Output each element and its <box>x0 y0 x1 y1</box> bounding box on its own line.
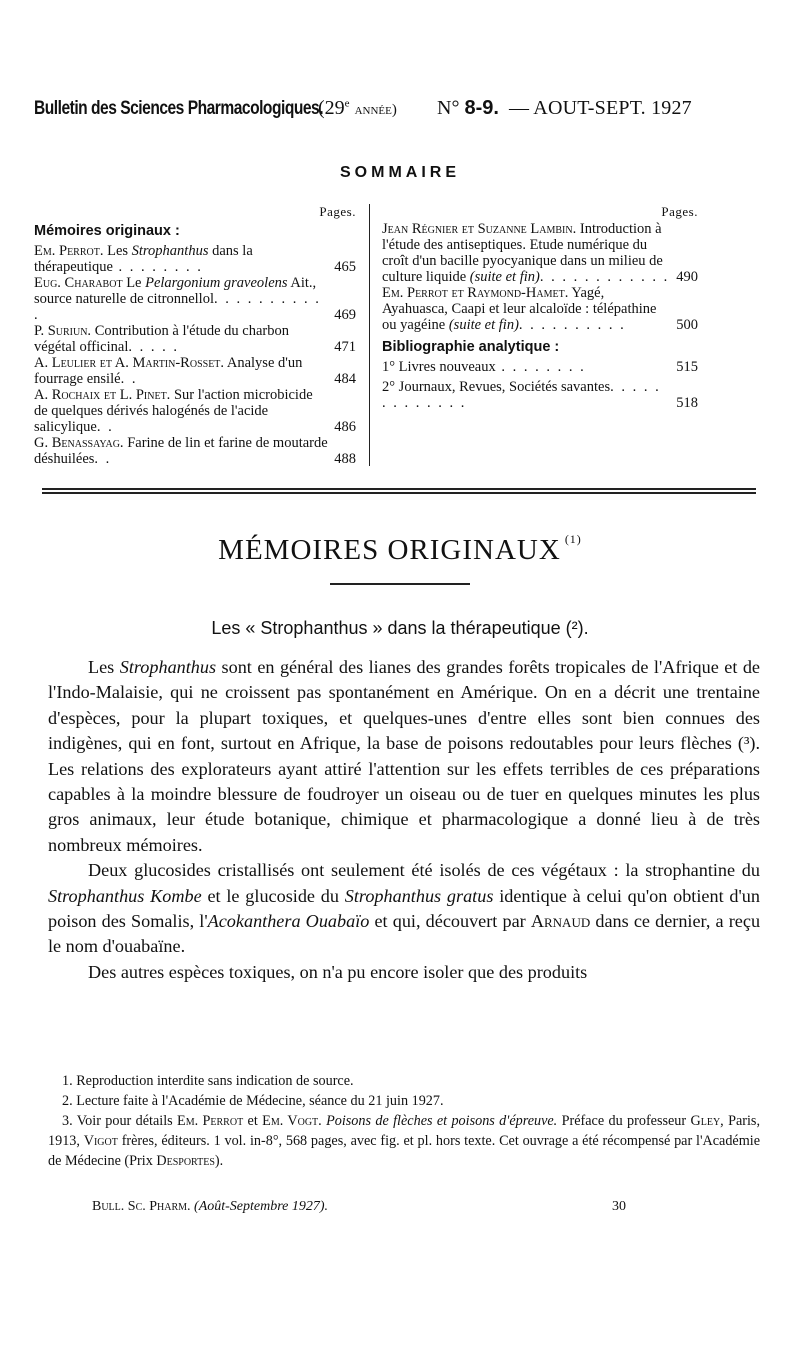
toc-leader-dots: . . . . . <box>128 339 179 355</box>
text: et le glucoside du <box>207 885 339 906</box>
text: identique à celui qu'on obtient d'un poison des Somalis, l' <box>48 885 760 932</box>
toc-entry <box>34 435 356 467</box>
toc-entry-author: A. Rochaix et L. Pinet. <box>34 387 171 403</box>
journal-title: Bulletin des Sciences Pharmacologiques. <box>34 98 324 119</box>
toc-biblio-entry <box>382 379 698 411</box>
toc-leader-dots: . . <box>96 419 114 435</box>
text: frères, éditeurs. 1 vol. in-8°, 568 pages, avec fig. et pl. hors texte. Cet ouvrage a été récompensé par l'Académie de Médecine (Prix <box>48 1133 761 1169</box>
toc-entry-text: Farine de lin et farine de moutarde déshuilées <box>34 435 328 467</box>
text: Préface du professeur <box>561 1113 687 1129</box>
toc-section-bibliographie: Bibliographie analytique : <box>382 339 560 355</box>
article-title-after: » dans la thérapeutique (²). <box>372 618 589 638</box>
toc-entry <box>34 323 356 355</box>
toc-entry-italic: (suite et fin) <box>448 317 519 333</box>
article-body <box>48 655 760 985</box>
footer-journal: Bull. Sc. Pharm. <box>92 1199 191 1214</box>
italic-text: Strophanthus <box>119 657 217 677</box>
toc-leader-dots: . . <box>120 371 138 387</box>
section-rule-bottom <box>42 492 756 494</box>
text: dans ce dernier, a reçu le nom d'ouabaïne. <box>48 911 761 957</box>
author-name: Em. Perrot <box>177 1113 244 1129</box>
article-title <box>0 618 800 639</box>
toc-entry-text: Les <box>107 243 129 259</box>
toc-entry-text: Analyse d'un fourrage ensilé <box>34 355 303 387</box>
journal-year <box>318 97 397 120</box>
toc-entry <box>382 285 698 333</box>
toc-left-entries <box>34 243 356 467</box>
toc-entry-text: Introduction à l'étude des antiseptiques. Etude numérique du croît d'un bacille pyocyanique dans un milieu de culture liquide <box>382 221 663 285</box>
year-number: (29 <box>318 97 345 119</box>
footnote-1: 1. Reproduction interdite sans indication de source. <box>62 1073 354 1089</box>
footer-date: (Août-Septembre 1927). <box>194 1199 329 1214</box>
toc-right-entries <box>382 221 698 333</box>
toc-entry-text: 1° Livres nouveaux <box>382 359 496 375</box>
italic-text: Acokanthera Ouabaïo <box>207 911 370 932</box>
paragraph-3: Des autres espèces toxiques, on n'a pu encore isoler que des produits <box>88 961 588 982</box>
text: et <box>247 1113 258 1129</box>
text: Deux glucosides cristallisés ont seulement été isolés de ces végétaux : la strophantine du <box>88 860 760 881</box>
title-rule <box>330 583 470 585</box>
toc-entry-text: dans la thérapeutique <box>34 243 253 275</box>
italic-text: Strophanthus gratus <box>344 885 494 906</box>
toc-entry-text: Ait., source naturelle de citronnellol <box>34 275 317 307</box>
toc-entry-page: 518 <box>676 395 698 411</box>
toc-entry-page: 486 <box>334 419 356 435</box>
prize-name: Desportes <box>156 1153 215 1169</box>
footnotes <box>48 1071 760 1171</box>
article-title-before: Les « <box>211 618 256 638</box>
toc-entry-text: Contribution à l'étude du charbon végétal officinal <box>34 323 289 355</box>
text: 3. Voir pour détails <box>62 1113 173 1129</box>
toc-leader-dots: . . . . . . . . . . . . <box>539 269 670 285</box>
toc-right-column <box>382 204 698 415</box>
author-name: Gley <box>690 1113 721 1129</box>
toc-entry-text: Sur l'action microbicide de quelques dérivés halogénés de l'acide salicylique <box>34 387 313 435</box>
toc-entry <box>382 221 698 285</box>
text: et qui, découvert par <box>374 911 526 932</box>
toc-entry-page: 465 <box>334 259 356 275</box>
toc-leader-dots: . . . . . . . . . . . . . <box>382 379 661 411</box>
toc-entry-italic: Strophanthus <box>131 243 209 259</box>
year-word: année) <box>354 102 397 118</box>
toc-entry-author: P. Suriun. <box>34 323 92 339</box>
toc-entry <box>34 355 356 387</box>
author-name: Em. Vogt. <box>262 1113 322 1129</box>
section-title <box>0 532 800 567</box>
text: ). <box>214 1153 224 1169</box>
toc-left-column <box>34 204 356 467</box>
publisher-name: Vigot <box>83 1133 118 1149</box>
issue-number <box>437 97 499 120</box>
toc-entry-italic: Pelargonium graveolens <box>145 275 288 291</box>
section-rule-top <box>42 488 756 490</box>
issue-value: 8-9. <box>464 97 499 119</box>
toc-entry-text: Yagé, Ayahuasca, Caapi et leur alcaloïde : télépathine ou yagéine <box>382 285 657 333</box>
italic-text: Poisons de flèches et poisons d'épreuve. <box>326 1113 558 1129</box>
toc-entry-page: 469 <box>334 307 356 323</box>
article-title-main: Strophanthus <box>260 618 368 638</box>
issue-date: — AOUT-SEPT. 1927 <box>509 97 692 119</box>
section-footnote-ref: (1) <box>564 532 582 546</box>
toc-leader-dots: . . . . . . . . <box>112 259 203 275</box>
toc-entry-page: 484 <box>334 371 356 387</box>
toc-leader-dots: . . . . . . . . . . <box>518 317 626 333</box>
toc-entry-author: Em. Perrot. <box>34 243 104 259</box>
author-name: Arnaud <box>530 911 591 932</box>
toc-entry-author: G. Benassayag. <box>34 435 124 451</box>
toc-leader-dots: . . . . . . . . <box>495 359 586 375</box>
toc-entry-author: Jean Régnier et Suzanne Lambin. <box>382 221 577 237</box>
paragraph-2 <box>48 858 760 960</box>
toc-entry <box>34 275 356 323</box>
text: Les <box>88 657 115 677</box>
page-number: 30 <box>612 1199 626 1214</box>
toc-leader-dots: . . . . . . . . . . . <box>34 291 321 323</box>
toc-entry-text: 2° Journaux, Revues, Sociétés savantes <box>382 379 611 395</box>
toc-section-memoires: Mémoires originaux : <box>34 223 180 239</box>
paragraph-1 <box>48 655 760 858</box>
toc-leader-dots: . . <box>94 451 112 467</box>
toc-entry-page: 500 <box>676 317 698 333</box>
toc-entry-author: A. Leulier et A. Martin-Rosset. <box>34 355 225 371</box>
footer-source <box>92 1199 328 1215</box>
toc-biblio-entry <box>382 359 698 375</box>
year-ordinal: e <box>344 97 350 110</box>
toc-entry-page: 490 <box>676 269 698 285</box>
toc-entry-page: 488 <box>334 451 356 467</box>
pages-label: Pages. <box>319 204 356 219</box>
issue-prefix: N° <box>437 97 460 119</box>
toc-biblio-entries <box>382 359 698 411</box>
toc-entry-text: Le <box>126 275 142 291</box>
pages-label-right: Pages. <box>661 204 698 219</box>
footnote-3 <box>48 1111 760 1171</box>
section-title-text: MÉMOIRES ORIGINAUX <box>218 534 561 566</box>
toc-entry-page: 471 <box>334 339 356 355</box>
toc-entry <box>34 387 356 435</box>
toc-divider <box>369 204 370 466</box>
toc-entry-author: Eug. Charabot <box>34 275 123 291</box>
toc-entry <box>34 243 356 275</box>
toc-entry-author: Em. Perrot et Raymond-Hamet. <box>382 285 569 301</box>
text: sont en général des lianes des grandes forêts tropicales de l'Afrique et de l'Indo-Malaisie, qui ne croissent pas spontanément en Amérique. On en a décrit une trentaine d'espèces, pour la plupart toxiques, et quelques-unes d'entre elles sont bien connues des indigènes, qui en font, surtout en Afrique, la base de poisons redoutables pour leurs flèches (³). Les relations des explorateurs ayant attiré l'attention sur les effets terribles de ces préparations capables à la moindre blessure de foudroyer un oiseau ou de tuer en quelques minutes les plus gros animaux, leur étude botanique, chimique et pharmacologique a donné lieu à de très nombreux mémoires. <box>48 657 761 855</box>
toc-entry-italic: (suite et fin) <box>469 269 540 285</box>
text: , Paris, 1913, <box>48 1113 760 1149</box>
toc-entry-page: 515 <box>676 359 698 375</box>
footnote-2: 2. Lecture faite à l'Académie de Médecine, séance du 21 juin 1927. <box>62 1093 444 1109</box>
sommaire-title: SOMMAIRE <box>340 164 460 181</box>
italic-text: Strophanthus Kombe <box>48 885 202 906</box>
